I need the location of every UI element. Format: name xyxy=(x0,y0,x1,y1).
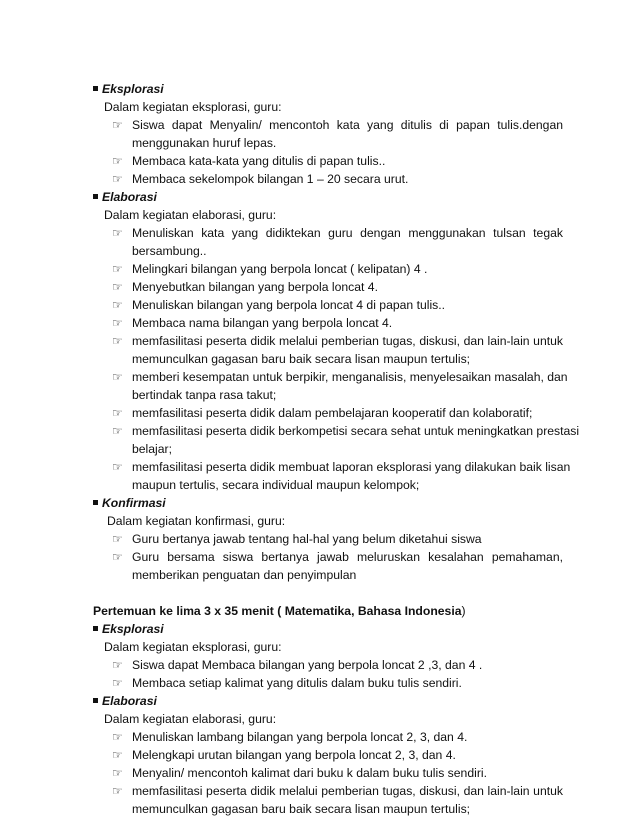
section-intro: Dalam kegiatan konfirmasi, guru: xyxy=(107,514,286,528)
list-item xyxy=(0,368,638,386)
list-item-text: memfasilitasi peserta didik melalui pemberian tugas, diskusi, dan lain-lain untuk xyxy=(132,784,563,798)
pointing-hand-icon: ☞ xyxy=(112,532,123,546)
pointing-hand-icon: ☞ xyxy=(112,784,123,798)
square-bullet-icon xyxy=(93,86,98,91)
section-elaborasi xyxy=(0,188,638,206)
list-item xyxy=(0,170,638,188)
pointing-hand-icon: ☞ xyxy=(112,118,123,132)
section-intro: Dalam kegiatan eksplorasi, guru: xyxy=(104,640,282,654)
list-item-text: Membaca kata-kata yang ditulis di papan tulis.. xyxy=(132,154,386,168)
pointing-hand-icon: ☞ xyxy=(112,406,123,420)
list-item xyxy=(0,764,638,782)
list-item xyxy=(0,224,638,242)
list-item xyxy=(0,674,638,692)
meeting-title xyxy=(0,602,638,620)
list-item xyxy=(0,782,638,800)
section-heading: Eksplorasi xyxy=(102,622,164,636)
list-item xyxy=(0,530,638,548)
pointing-hand-icon: ☞ xyxy=(112,550,123,564)
list-item xyxy=(0,260,638,278)
section-konfirmasi xyxy=(0,494,638,512)
list-item xyxy=(0,404,638,422)
pointing-hand-icon: ☞ xyxy=(112,676,123,690)
pointing-hand-icon: ☞ xyxy=(112,316,123,330)
pointing-hand-icon: ☞ xyxy=(112,766,123,780)
square-bullet-icon xyxy=(93,500,98,505)
list-item-text-cont: memberikan penguatan dan penyimpulan xyxy=(132,568,357,582)
pointing-hand-icon: ☞ xyxy=(112,748,123,762)
list-item xyxy=(0,152,638,170)
list-item xyxy=(0,656,638,674)
list-item-text: memfasilitasi peserta didik dalam pembelajaran kooperatif dan kolaboratif; xyxy=(132,406,533,420)
section-intro: Dalam kegiatan elaborasi, guru: xyxy=(104,208,277,222)
document-page xyxy=(0,80,638,818)
list-item-text: memberi kesempatan untuk berpikir, menganalisis, menyelesaikan masalah, dan xyxy=(132,370,568,384)
list-item xyxy=(0,746,638,764)
section-heading: Eksplorasi xyxy=(102,82,164,96)
section-heading: Elaborasi xyxy=(102,694,157,708)
pointing-hand-icon: ☞ xyxy=(112,298,123,312)
square-bullet-icon xyxy=(93,194,98,199)
list-item xyxy=(0,548,638,566)
square-bullet-icon xyxy=(93,626,98,631)
list-item-text: Guru bertanya jawab tentang hal-hal yang belum diketahui siswa xyxy=(132,532,482,546)
list-item-text: Melengkapi urutan bilangan yang berpola loncat 2, 3, dan 4. xyxy=(132,748,456,762)
section-heading: Konfirmasi xyxy=(102,496,166,510)
section-intro: Dalam kegiatan elaborasi, guru: xyxy=(104,712,277,726)
list-item-text: memfasilitasi peserta didik berkompetisi secara sehat untuk meningkatkan prestasi xyxy=(132,424,580,438)
list-item-text: Membaca nama bilangan yang berpola loncat 4. xyxy=(132,316,393,330)
list-item-text: memfasilitasi peserta didik membuat laporan eksplorasi yang dilakukan baik lisan xyxy=(132,460,571,474)
list-item-text-cont: bersambung.. xyxy=(132,244,207,258)
pointing-hand-icon: ☞ xyxy=(112,334,123,348)
pointing-hand-icon: ☞ xyxy=(112,460,123,474)
list-item-text: memfasilitasi peserta didik melalui pemberian tugas, diskusi, dan lain-lain untuk xyxy=(132,334,563,348)
section-intro: Dalam kegiatan eksplorasi, guru: xyxy=(104,100,282,114)
list-item-text: Membaca sekelompok bilangan 1 – 20 secara urut. xyxy=(132,172,409,186)
meeting-title-text: Pertemuan ke lima 3 x 35 menit ( Matematika, Bahasa Indonesia xyxy=(93,604,462,618)
list-item-text-cont: belajar; xyxy=(132,442,172,456)
pointing-hand-icon: ☞ xyxy=(112,424,123,438)
pointing-hand-icon: ☞ xyxy=(112,154,123,168)
list-item xyxy=(0,422,638,440)
list-item-text-cont: menggunakan huruf lepas. xyxy=(132,136,277,150)
meeting-title-paren: ) xyxy=(461,604,466,618)
section-elaborasi-2 xyxy=(0,692,638,710)
section-eksplorasi-2 xyxy=(0,620,638,638)
list-item-text: Menuliskan bilangan yang berpola loncat 4 di papan tulis.. xyxy=(132,298,446,312)
list-item xyxy=(0,278,638,296)
section-eksplorasi xyxy=(0,80,638,98)
list-item-text: Guru bersama siswa bertanya jawab meluruskan kesalahan pemahaman, xyxy=(132,550,563,564)
list-item xyxy=(0,296,638,314)
list-item-text: Menuliskan lambang bilangan yang berpola loncat 2, 3, dan 4. xyxy=(132,730,468,744)
list-item-text: Membaca setiap kalimat yang ditulis dalam buku tulis sendiri. xyxy=(132,676,462,690)
list-item-text-cont: bertindak tanpa rasa takut; xyxy=(132,388,277,402)
pointing-hand-icon: ☞ xyxy=(112,370,123,384)
list-item xyxy=(0,458,638,476)
list-item-text-cont: memunculkan gagasan baru baik secara lisan maupun tertulis; xyxy=(132,352,471,366)
list-item-text: Menyalin/ mencontoh kalimat dari buku k dalam buku tulis sendiri. xyxy=(132,766,487,780)
pointing-hand-icon: ☞ xyxy=(112,262,123,276)
list-item xyxy=(0,728,638,746)
square-bullet-icon xyxy=(93,698,98,703)
list-item xyxy=(0,314,638,332)
list-item-text: Menuliskan kata yang didiktekan guru dengan menggunakan tulsan tegak xyxy=(132,226,563,240)
list-item-text: Siswa dapat Membaca bilangan yang berpola loncat 2 ,3, dan 4 . xyxy=(132,658,483,672)
list-item-text-cont: memunculkan gagasan baru baik secara lisan maupun tertulis; xyxy=(132,802,471,816)
list-item-text: Melingkari bilangan yang berpola loncat ( kelipatan) 4 . xyxy=(132,262,428,276)
list-item-text: Siswa dapat Menyalin/ mencontoh kata yang ditulis di papan tulis.dengan xyxy=(132,118,563,132)
list-item-text-cont: maupun tertulis, secara individual maupun kelompok; xyxy=(132,478,420,492)
list-item xyxy=(0,332,638,350)
list-item xyxy=(0,116,638,134)
section-heading: Elaborasi xyxy=(102,190,157,204)
list-item-text: Menyebutkan bilangan yang berpola loncat 4. xyxy=(132,280,378,294)
pointing-hand-icon: ☞ xyxy=(112,730,123,744)
pointing-hand-icon: ☞ xyxy=(112,172,123,186)
pointing-hand-icon: ☞ xyxy=(112,280,123,294)
pointing-hand-icon: ☞ xyxy=(112,226,123,240)
pointing-hand-icon: ☞ xyxy=(112,658,123,672)
